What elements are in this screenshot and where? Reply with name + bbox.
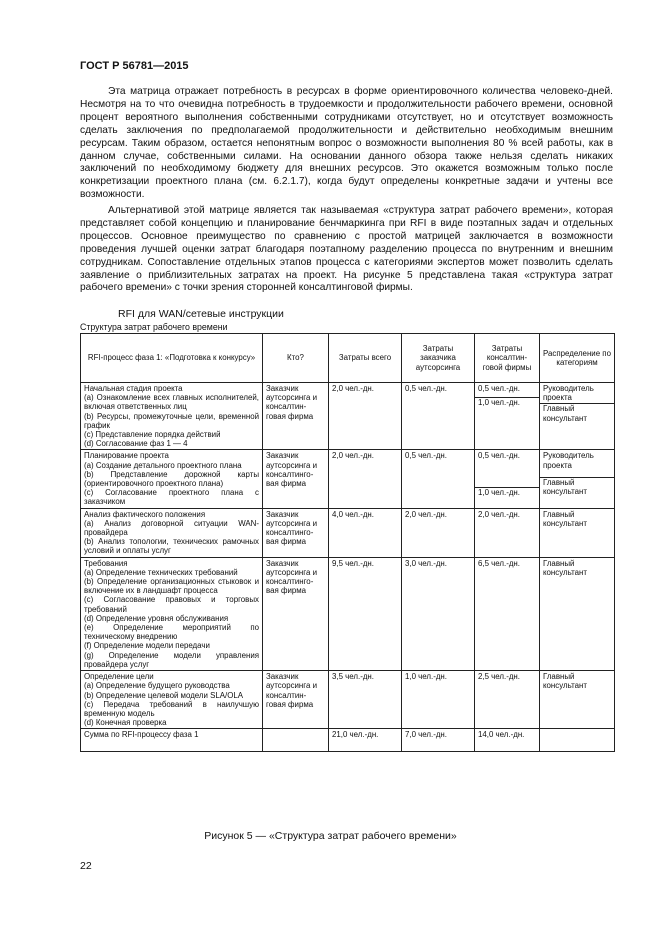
consult-value: 1,0 чел.-дн. <box>478 487 520 497</box>
client-cell: 0,5 чел.-дн. <box>402 383 475 450</box>
stage-line: (a) Определение технических требований <box>84 567 238 577</box>
column-header: Затраты консалтин-говой фирмы <box>475 334 540 383</box>
stage-line: Анализ фактического положения <box>84 509 206 519</box>
sum-total: 21,0 чел.-дн. <box>329 729 402 752</box>
stage-cell <box>81 450 263 508</box>
paragraph-1 <box>80 86 613 202</box>
category-cell <box>540 383 615 450</box>
sum-client: 7,0 чел.-дн. <box>402 729 475 752</box>
stage-cell <box>81 508 263 557</box>
consult-value: 2,5 чел.-дн. <box>478 672 520 682</box>
table-row <box>81 508 615 557</box>
sum-empty <box>263 729 329 752</box>
stage-line: (d) Согласование фаз 1 — 4 <box>84 439 188 449</box>
stage-line: (a) Создание детального проектного плана <box>84 460 242 470</box>
category-value: Главный консультант <box>543 672 587 691</box>
paragraph-2-text: Альтернативой этой матрице является так называемая «структура затрат рабочего времени», которая представляет собой концепцию и планирование бенчмаркинга при RFI в виде поэтапных задач и отдельных процессов. Основное преимущество по сравнению с простой матрицей заключается в возможности проведения лучшей оценки затрат благодаря поэтапному разделению процесса по внутренним и внешним сотрудникам. Сопоставление отдельных этапов процесса с категориями экспертов может позволить сделать заявление о приблизительных затратах на проект. На рисунке 5 представлена такая «структура затрат рабочего времени» с точки зрения сторонней консалтинговой фирмы. <box>80 205 613 294</box>
table-row <box>81 383 615 450</box>
category-value: Главный консультант <box>543 477 587 497</box>
client-cell: 0,5 чел.-дн. <box>402 450 475 508</box>
paragraph-1-text: Эта матрица отражает потребность в ресурсах в форме ориентировочного количества человеко-дней. Несмотря на то что очевидна потребность в трудоемкости и продолжительности рабочего времени, основной процент вероятного выполнения собственными сотрудниками отсутствует, но и отсутствует возможность сделать заключения по предполагаемой продолжительности и действительно необходимым внешним ресурсам. Таким образом, остается непонятным вопрос о возможности выполнения 80 % всей работы, как в данном случае, собственными силами. На основании данного обзора также нельзя сделать никаких заключений по необходимому бюджету для внешних ресурсов. Это окажется возможным только после конкретизации проектного плана (см. 6.2.1.7), когда будут определены конкретные задачи и учтены все возможности. <box>80 86 613 201</box>
who-cell: Заказчик аутсорсинга и консалтинго-вая фирма <box>263 508 329 557</box>
consult-value: 0,5 чел.-дн. <box>478 451 520 461</box>
page-number: 22 <box>80 860 92 872</box>
column-header: Распределение по категориям <box>540 334 615 383</box>
stage-line: (a) Анализ договорной ситуации WAN-провайдера <box>84 518 259 538</box>
total-cell: 3,5 чел.-дн. <box>329 671 402 729</box>
stage-cell <box>81 383 263 450</box>
total-cell: 9,5 чел.-дн. <box>329 557 402 670</box>
column-header: RFI-процесс фаза 1: «Подготовка к конкурсу» <box>81 334 263 383</box>
document-header: ГОСТ Р 56781—2015 <box>80 60 189 72</box>
client-cell: 3,0 чел.-дн. <box>402 557 475 670</box>
who-cell: Заказчик аутсорсинга и консалтинго-вая фирма <box>263 450 329 508</box>
figure-subtitle: RFI для WAN/сетевые инструкции <box>118 308 284 320</box>
category-cell <box>540 671 615 729</box>
column-header: Затраты заказчика аутсорсинга <box>402 334 475 383</box>
stage-line: (d) Определение уровня обслуживания <box>84 613 229 623</box>
stage-line: Начальная стадия проекта <box>84 384 183 393</box>
stage-line: (c) Представление порядка действий <box>84 430 221 440</box>
stage-line: (b) Определение целевой модели SLA/OLA <box>84 690 244 700</box>
sum-consult: 14,0 чел.-дн. <box>475 729 540 752</box>
client-cell: 2,0 чел.-дн. <box>402 508 475 557</box>
stage-line: (d) Конечная проверка <box>84 718 167 728</box>
stage-line: (f) Определение модели передачи <box>84 641 210 651</box>
sum-label: Сумма по RFI-процессу фаза 1 <box>81 729 263 752</box>
stage-cell <box>81 557 263 670</box>
stage-line: (b) Представление дорожной карты (ориентировочного проектного плана) <box>84 469 259 489</box>
consult-cell <box>475 508 540 557</box>
stage-cell <box>81 671 263 729</box>
who-cell: Заказчик аутсорсинга и консалтинго-вая фирма <box>263 557 329 670</box>
sum-empty <box>540 729 615 752</box>
category-value: Руководитель проекта <box>543 451 594 470</box>
stage-line: (b) Определение организационных стыковок и включение их в ландшафт процесса <box>84 577 259 596</box>
table-body <box>81 383 615 752</box>
table-title: Структура затрат рабочего времени <box>80 322 228 332</box>
category-cell <box>540 450 615 508</box>
category-value: Главный консультант <box>543 404 587 423</box>
cost-structure-table <box>80 333 615 752</box>
category-value: Руководитель проекта <box>543 384 594 403</box>
category-value: Главный консультант <box>543 558 587 577</box>
client-cell: 1,0 чел.-дн. <box>402 671 475 729</box>
stage-line: (b) Анализ топологии, технических рамочных условий и оплаты услуг <box>84 537 259 556</box>
table-row <box>81 557 615 670</box>
consult-value: 6,5 чел.-дн. <box>478 558 520 568</box>
category-cell <box>540 557 615 670</box>
stage-line: (e) Определение мероприятий по техническому внедрению <box>84 623 259 642</box>
stage-line: (c) Согласование правовых и торговых требований <box>84 595 259 614</box>
paragraph-2 <box>80 205 613 295</box>
stage-line: Планирование проекта <box>84 451 169 461</box>
stage-line: (c) Согласование проектного плана с заказчиком <box>84 488 259 507</box>
consult-value: 0,5 чел.-дн. <box>478 384 520 393</box>
stage-line: (a) Ознакомление всех главных исполнителей, включая ответственных лиц <box>84 393 259 412</box>
table-row <box>81 450 615 508</box>
stage-line: (c) Передача требований в наилучшую временную модель <box>84 699 259 718</box>
table-row <box>81 671 615 729</box>
column-header: Кто? <box>263 334 329 383</box>
consult-cell <box>475 671 540 729</box>
stage-line: Определение цели <box>84 672 154 682</box>
stage-line: Требования <box>84 558 128 568</box>
figure-caption: Рисунок 5 — «Структура затрат рабочего времени» <box>204 830 457 842</box>
stage-line: (a) Определение будущего руководства <box>84 681 230 691</box>
category-cell <box>540 508 615 557</box>
total-cell: 2,0 чел.-дн. <box>329 450 402 508</box>
category-value: Главный консультант <box>543 509 587 528</box>
stage-line: (g) Определение модели управления провайдера услуг <box>84 650 259 669</box>
consult-cell <box>475 450 540 508</box>
total-cell: 4,0 чел.-дн. <box>329 508 402 557</box>
sum-row <box>81 729 615 752</box>
consult-cell <box>475 383 540 450</box>
who-cell: Заказчик аутсорсинга и консалтин-говая фирма <box>263 671 329 729</box>
consult-cell <box>475 557 540 670</box>
who-cell: Заказчик аутсорсинга и консалтин-говая фирма <box>263 383 329 450</box>
consult-value: 1,0 чел.-дн. <box>478 398 520 408</box>
table-header-row <box>81 334 615 383</box>
column-header: Затраты всего <box>329 334 402 383</box>
total-cell: 2,0 чел.-дн. <box>329 383 402 450</box>
stage-line: (b) Ресурсы, промежуточные цели, временной график <box>84 411 259 430</box>
consult-value: 2,0 чел.-дн. <box>478 509 520 519</box>
